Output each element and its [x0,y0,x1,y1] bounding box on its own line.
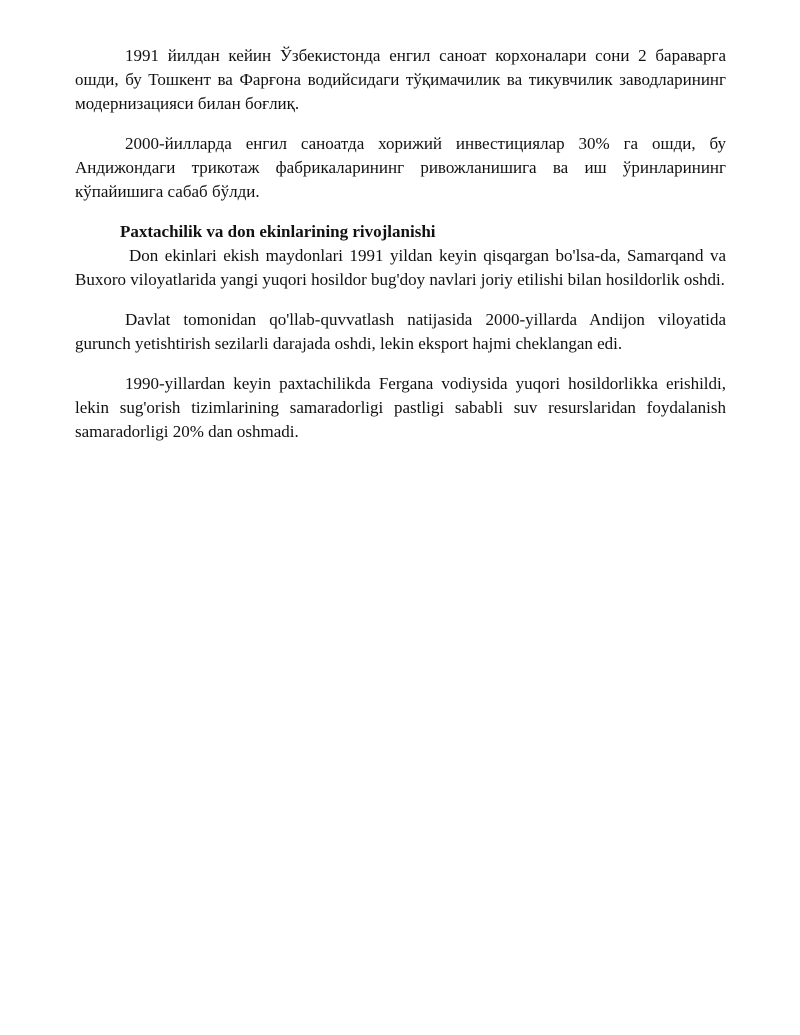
paragraph-cotton-growing: 1990-yillardan keyin paxtachilikda Fergana vodiysida yuqori hosildorlikka erishildi, lekin sug'orish tizimlarining samaradorligi pastligi sababli suv resurslaridan foydalanish samaradorligi 20% dan oshmadi. [75,374,726,441]
paragraph-foreign-investment: 2000-йилларда енгил саноатда хорижий инвестициялар 30% га ошди, бу Андижондаги трикотаж фабрикаларининг ривожланишига ва иш ўринларининг кўпайишига сабаб бўлди. [75,134,726,201]
paragraph-grain-crops: Don ekinlari ekish maydonlari 1991 yildan keyin qisqargan bo'lsa-da, Samarqand va Buxoro viloyatlarida yangi yuqori hosildor bug'doy navlari joriy etilishi bilan hosildorlik oshdi. [75,246,726,289]
document-page [75,44,726,460]
paragraph-light-industry-growth: 1991 йилдан кейин Ўзбекистонда енгил саноат корхоналари сони 2 бараварга ошди, бу Тошкент ва Фарғона водийсидаги тўқимачилик ва тикувчилик заводларининг модернизацияси билан боғлиқ. [75,46,726,113]
section-heading: Paxtachilik va don ekinlarining rivojlanishi [120,222,436,241]
paragraph-rice-cultivation: Davlat tomonidan qo'llab-quvvatlash natijasida 2000-yillarda Andijon viloyatida gurunch yetishtirish sezilarli darajada oshdi, lekin eksport hajmi cheklangan edi. [75,310,726,353]
